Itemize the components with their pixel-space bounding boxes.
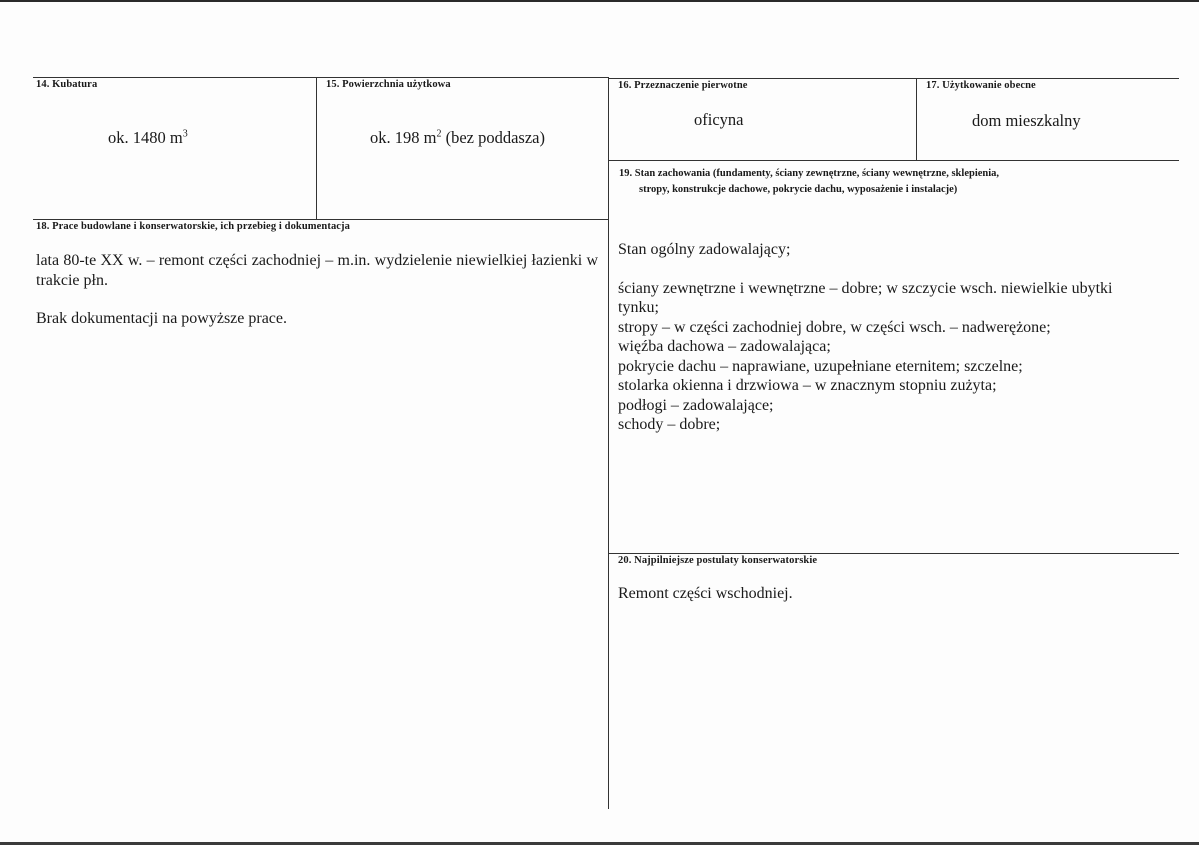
- scan-top-edge: [0, 0, 1199, 2]
- field-19-label-line-1: 19. Stan zachowania (fundamenty, ściany zewnętrzne, ściany wewnętrzne, sklepienia,: [619, 168, 1000, 179]
- field-19-detail: pokrycie dachu – naprawiane, uzupełniane eternitem; szczelne;: [618, 357, 1023, 375]
- field-14-number: ok. 1480 m: [108, 128, 183, 147]
- field-15-label: 15. Powierzchnia użytkowa: [326, 79, 451, 90]
- field-19-detail: podłogi – zadowalające;: [618, 396, 774, 414]
- top-border-right: [608, 78, 1179, 79]
- center-divider: [608, 77, 609, 809]
- field-16-value: oficyna: [694, 110, 744, 129]
- field-20-value: Remont części wschodniej.: [618, 585, 793, 602]
- border-above-20: [608, 553, 1179, 554]
- field-18-works-text: lata 80-te XX w. – remont części zachodniej – m.in. wydzielenie niewielkiej łazienki w trakcie płn.: [36, 252, 598, 289]
- field-19-detail: stropy – w części zachodniej dobre, w części wsch. – nadwerężone;: [618, 318, 1051, 336]
- field-19-label: [619, 166, 1179, 198]
- field-18-body: [36, 251, 598, 329]
- field-19-body: [618, 240, 1150, 435]
- field-17-label: 17. Użytkowanie obecne: [926, 80, 1036, 91]
- divider-14-15: [316, 77, 317, 219]
- field-17-value: dom mieszkalny: [972, 111, 1081, 130]
- divider-16-17: [916, 78, 917, 160]
- field-14-unit-exponent: 3: [182, 128, 188, 140]
- field-19-general: Stan ogólny zadowalający;: [618, 241, 791, 258]
- field-15-unit-exponent: 2: [436, 128, 442, 140]
- field-19-detail: stolarka okienna i drzwiowa – w znacznym stopniu zużyta;: [618, 377, 997, 394]
- field-15-number: ok. 198 m: [370, 128, 437, 147]
- border-above-18: [33, 219, 608, 220]
- border-above-19: [608, 160, 1179, 161]
- field-15-note: (bez poddasza): [441, 128, 545, 147]
- field-16-label: 16. Przeznaczenie pierwotne: [618, 80, 748, 91]
- field-19-detail: schody – dobre;: [618, 416, 721, 433]
- field-19-detail: ściany zewnętrzne i wewnętrzne – dobre; w szczycie wsch. niewielkie ubytki tynku;: [618, 279, 1113, 316]
- field-19-detail: więźba dachowa – zadowalająca;: [618, 338, 831, 355]
- top-border-left: [33, 77, 608, 78]
- field-14-label: 14. Kubatura: [36, 79, 98, 90]
- field-18-documentation-text: Brak dokumentacji na powyższe prace.: [36, 310, 288, 327]
- field-15-value: [370, 128, 545, 148]
- field-19-label-line-2: stropy, konstrukcje dachowe, pokrycie dachu, wyposażenie i instalacje): [639, 184, 958, 195]
- field-14-value: [108, 128, 188, 148]
- field-18-label: 18. Prace budowlane i konserwatorskie, ich przebieg i dokumentacja: [36, 221, 351, 232]
- field-20-label: 20. Najpilniejsze postulaty konserwatorskie: [618, 555, 818, 566]
